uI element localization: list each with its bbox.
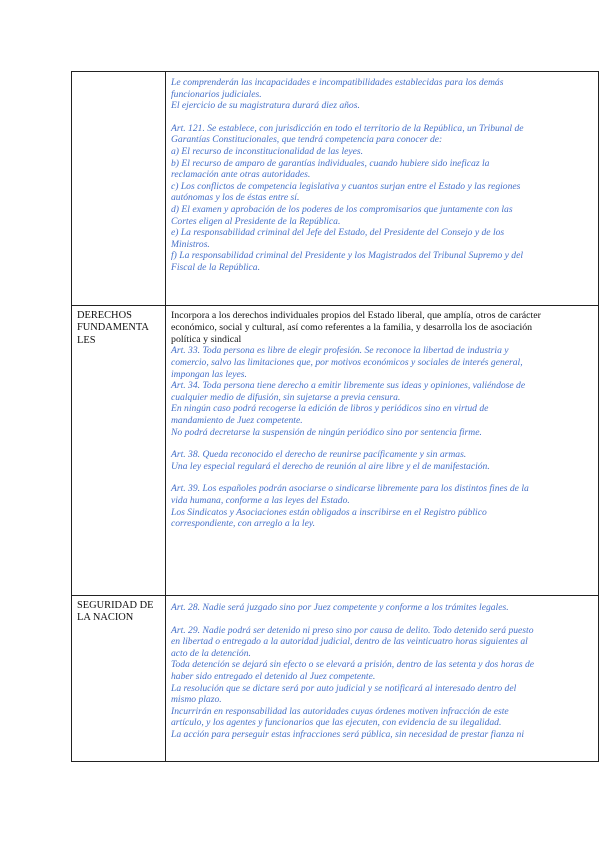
text-line: b) El recurso de amparo de garantías individuales, cuando hubiere sido ineficaz la — [171, 157, 490, 169]
text-line: Art. 121. Se establece, con jurisdicción en todo el territorio de la República, un Tribunal de — [171, 122, 524, 134]
label-line: LA NACION — [77, 612, 134, 624]
text-line: Art. 28. Nadie será juzgado sino por Juez competente y conforme a los trámites legales. — [171, 602, 509, 613]
spacer — [171, 112, 594, 123]
label-line: SEGURIDAD DE — [77, 600, 154, 611]
text-line: haber sido entregado el detenido al Juez competente. — [171, 670, 376, 682]
text-line: Incurrirán en responsabilidad las autoridades cuyas órdenes motiven infracción de este — [171, 705, 509, 717]
text-line: correspondiente, con arreglo a la ley. — [171, 518, 315, 530]
text-line: mandamiento de Juez competente. — [171, 414, 303, 426]
row-content — [166, 596, 599, 762]
label-line: FUNDAMENTA — [77, 322, 149, 334]
text-line: vida humana, conforme a las leyes del Estado. — [171, 494, 350, 506]
comparison-table — [71, 71, 599, 762]
text-line: Art. 29. Nadie podrá ser detenido ni preso sino por causa de delito. Todo detenido será puesto — [171, 624, 534, 636]
text-line: en libertad o entregado a la autoridad judicial, dentro de las veinticuatro horas siguientes al — [171, 636, 528, 648]
text-line: Una ley especial regulará el derecho de reunión al aire libre y el de manifestación. — [171, 460, 490, 472]
text-line: cualquier medio de difusión, sin sujetarse a previa censura. — [171, 391, 401, 403]
text-line: comercio, salvo las limitaciones que, por motivos económicos y sociales de interés general, — [171, 356, 523, 368]
intro-line: económico, social y cultural, así como referentes a la familia, y desarrolla los de asociación — [171, 321, 533, 333]
table-row — [72, 72, 599, 306]
text-line: autónomas y los de éstas entre sí. — [171, 192, 300, 204]
row-label-derechos-fundamentales — [72, 306, 166, 596]
text-line: En ningún caso podrá recogerse la edición de libros y periódicos sino en virtud de — [171, 403, 489, 415]
text-line: c) Los conflictos de competencia legislativa y cuantos surjan entre el Estado y las regiones — [171, 180, 521, 192]
row-content — [166, 306, 599, 596]
text-line: d) El examen y aprobación de los poderes de los compromisarios que juntamente con las — [171, 203, 513, 215]
row-content — [166, 72, 599, 306]
text-line: Art. 33. Toda persona es libre de elegir profesión. Se reconoce la libertad de industria y — [171, 345, 509, 357]
text-line: La acción para perseguir estas infracciones será pública, sin necesidad de prestar fianza ni — [171, 728, 524, 740]
text-line: Garantías Constitucionales, que tendrá competencia para conocer de: — [171, 134, 443, 146]
table-row — [72, 596, 599, 762]
table-row — [72, 306, 599, 596]
text-line: reclamación ante otras autoridades. — [171, 169, 311, 181]
text-line: a) El recurso de inconstitucionalidad de las leyes. — [171, 145, 364, 157]
text-line: Le comprenderán las incapacidades e incompatibilidades establecidas para los demás — [171, 77, 504, 88]
text-line: Art. 39. Los españoles podrán asociarse o sindicarse libremente para los distintos fines de la — [171, 483, 529, 495]
text-line: No podrá decretarse la suspensión de ningún periódico sino por sentencia firme. — [171, 426, 482, 438]
text-line: impongan las leyes. — [171, 368, 247, 380]
text-line: Art. 34. Toda persona tiene derecho a emitir libremente sus ideas y opiniones, valiéndose de — [171, 380, 526, 392]
text-line: La resolución que se dictare será por auto judicial y se notificará al interesado dentro del — [171, 682, 517, 694]
text-line: El ejercicio de su magistratura durará diez años. — [171, 100, 360, 112]
spacer — [171, 614, 594, 625]
spacer — [171, 438, 594, 449]
text-line: Cortes eligen al Presidente de la República. — [171, 215, 341, 227]
text-line: Fiscal de la República. — [171, 261, 260, 273]
text-line: Los Sindicatos y Asociaciones están obligados a inscribirse en el Registro público — [171, 506, 487, 518]
text-line: Toda detención se dejará sin efecto o se elevará a prisión, dentro de las setenta y dos horas de — [171, 659, 535, 671]
text-line: acto de la detención. — [171, 647, 251, 659]
row-label-empty — [72, 72, 166, 306]
intro-line: Incorpora a los derechos individuales propios del Estado liberal, que amplía, otros de carácter — [171, 310, 541, 321]
text-line: Ministros. — [171, 238, 210, 250]
intro-line: política y sindical — [171, 333, 242, 345]
label-line: LES — [77, 334, 96, 346]
row-label-seguridad-nacion — [72, 596, 166, 762]
label-line: DERECHOS — [77, 310, 132, 321]
text-line: artículo, y los agentes y funcionarios que las ejecuten, con evidencia de su ilegalidad. — [171, 717, 502, 729]
text-line: funcionarios judiciales. — [171, 88, 262, 100]
text-line: f) La responsabilidad criminal del Presidente y los Magistrados del Tribunal Supremo y del — [171, 250, 524, 262]
text-line: Art. 38. Queda reconocido el derecho de reunirse pacíficamente y sin armas. — [171, 449, 467, 461]
text-line: e) La responsabilidad criminal del Jefe del Estado, del Presidente del Consejo y de los — [171, 227, 505, 239]
text-line: mismo plazo. — [171, 694, 222, 706]
spacer — [171, 472, 594, 483]
